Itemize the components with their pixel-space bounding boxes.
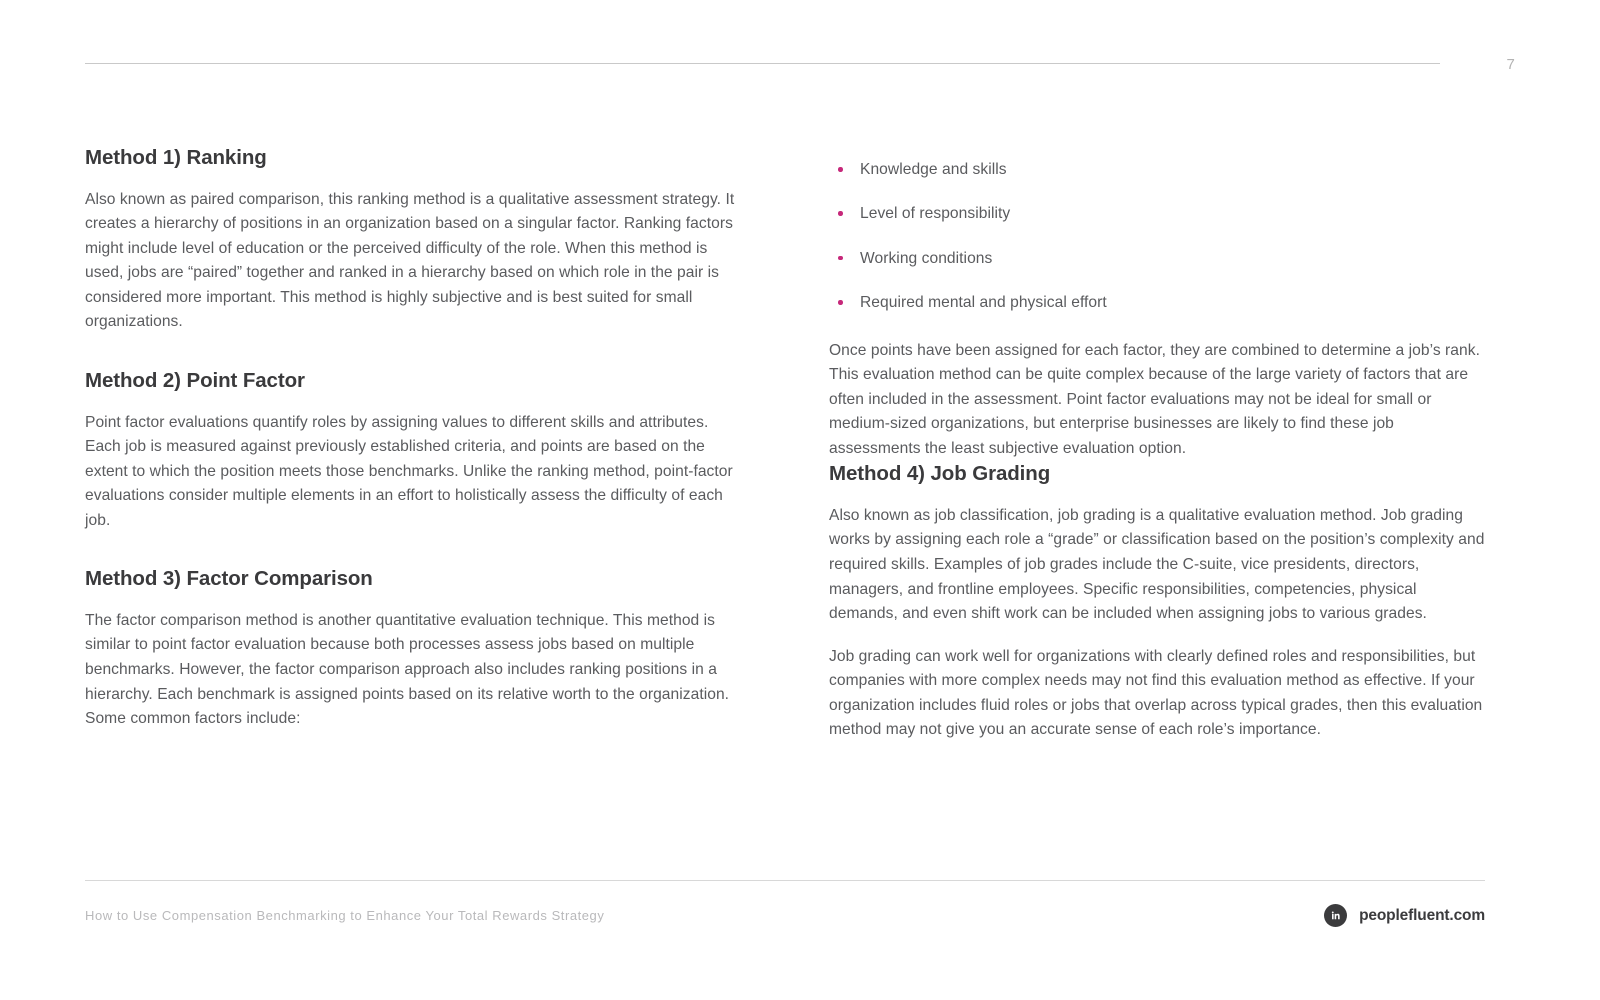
factor-list — [829, 158, 1485, 315]
section-method-1 — [85, 145, 745, 335]
left-column — [85, 145, 745, 743]
page-header — [85, 56, 1515, 71]
page-footer — [85, 880, 1485, 927]
column-gutter — [745, 145, 829, 743]
list-item-label: Knowledge and skills — [860, 161, 1007, 178]
footer-document-title: How to Use Compensation Benchmarking to Enhance Your Total Rewards Strategy — [85, 907, 605, 923]
section-paragraph: Point factor evaluations quantify roles by assigning values to different skills and attributes. Each job is measured against previously established criteria, and points are based on the extent to which the position meets those benchmarks. Unlike the ranking method, point-factor evaluations consider multiple elements in an effort to holistically assess the difficulty of each job. — [85, 413, 733, 529]
section-paragraph: Job grading can work well for organizations with clearly defined roles and responsibilities, but companies with more complex needs may not find this evaluation method as effective. If your organization includes fluid roles or jobs that overlap across typical grades, then this evaluation method may not give you an accurate sense of each role’s importance. — [829, 647, 1483, 739]
section-method-2 — [85, 368, 745, 533]
section-method-4 — [829, 461, 1485, 743]
footer-divider — [85, 880, 1485, 881]
right-column — [829, 145, 1485, 743]
header-divider — [85, 63, 1440, 64]
list-item-label: Working conditions — [860, 249, 993, 267]
footer-row — [85, 904, 1485, 927]
section-method-3 — [85, 566, 745, 731]
page-content — [85, 145, 1485, 743]
brand-lockup[interactable] — [1324, 904, 1485, 927]
factor-summary-paragraph: Once points have been assigned for each factor, they are combined to determine a job’s rank. This evaluation method can be quite complex because of the large variety of factors that are often included in the assessment. Point factor evaluations may not be ideal for small or medium-sized organizations, but enterprise businesses are likely to find these job assessments the least subjective evaluation option. — [829, 341, 1480, 457]
bullet-dot-icon — [838, 167, 843, 172]
section-heading: Method 4) Job Grading — [829, 462, 1051, 486]
bullet-dot-icon — [838, 256, 843, 261]
list-item — [829, 158, 1485, 181]
section-heading: Method 2) Point Factor — [85, 368, 305, 392]
section-heading: Method 1) Ranking — [85, 146, 267, 169]
section-paragraph: Also known as paired comparison, this ranking method is a qualitative assessment strategy. It creates a hierarchy of positions in an organization based on a singular factor. Ranking factors might include level of education or the perceived difficulty of the role. When this method is used, jobs are “paired” together and ranked in a hierarchy based on which role in the pair is considered more important. This method is highly subjective and is best suited for small organizations. — [85, 190, 735, 331]
linkedin-icon[interactable] — [1324, 904, 1347, 927]
page-number: 7 — [1506, 56, 1515, 73]
bullet-dot-icon — [838, 300, 843, 305]
section-paragraph: Also known as job classification, job grading is a qualitative evaluation method. Job grading works by assigning each role a “grade” or classification based on the position’s complexity and required skills. Examples of job grades include the C-suite, vice presidents, directors, managers, and frontline employees. Specific responsibilities, competencies, physical demands, and even shift work can be included when assigning jobs to various grades. — [829, 506, 1485, 623]
section-paragraph: The factor comparison method is another quantitative evaluation technique. This method is similar to point factor evaluation because both processes assess jobs based on multiple benchmarks. However, the factor comparison approach also includes ranking positions in a hierarchy. Each benchmark is assigned points based on its relative worth to the organization. Some common factors include: — [85, 611, 730, 728]
list-item — [829, 247, 1485, 270]
bullet-dot-icon — [838, 211, 843, 216]
section-heading: Method 3) Factor Comparison — [85, 567, 373, 591]
list-item-label: Required mental and physical effort — [860, 294, 1107, 312]
brand-name[interactable]: peoplefluent.com — [1359, 906, 1485, 924]
list-item — [829, 291, 1485, 314]
list-item-label: Level of responsibility — [860, 205, 1011, 223]
list-item — [829, 202, 1485, 225]
